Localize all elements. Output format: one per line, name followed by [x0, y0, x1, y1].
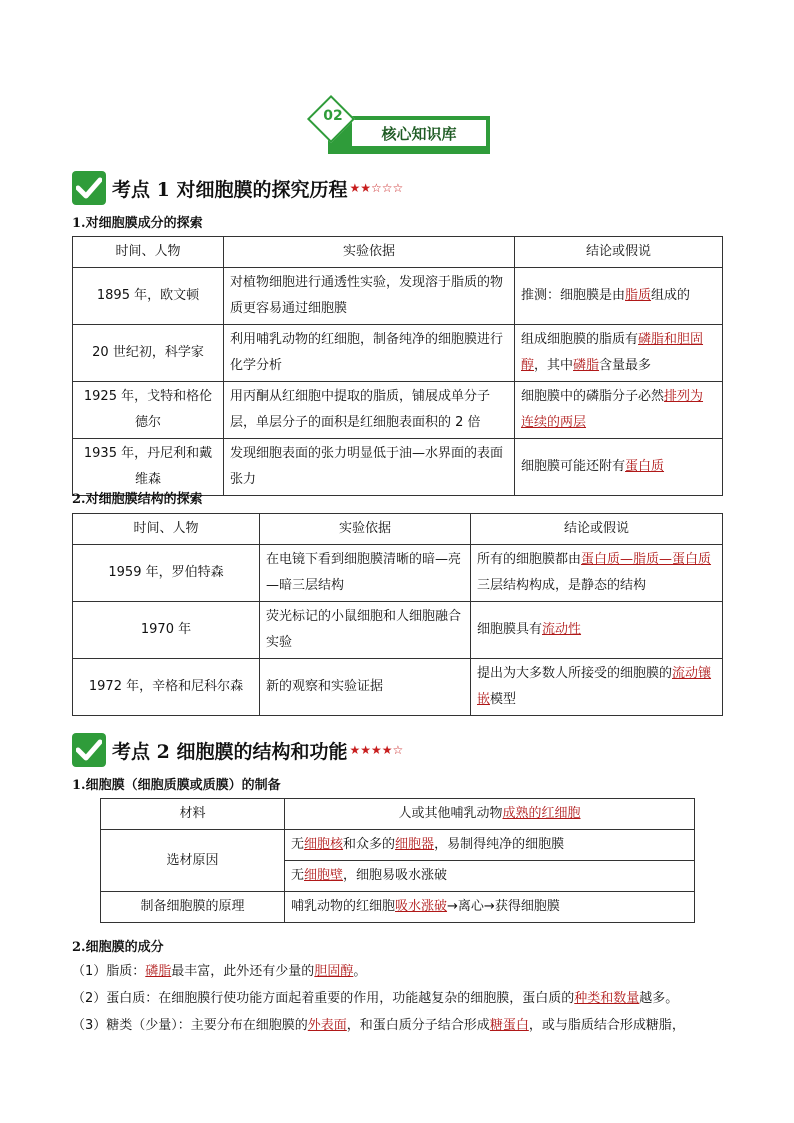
component-line-protein: （2）蛋白质：在细胞膜行使功能方面起着重要的作用，功能越复杂的细胞膜，蛋白质的种类和数量越多。 — [72, 991, 679, 1006]
answer-text: 细胞壁 — [304, 868, 344, 883]
subheading-membrane-structure: 2.对细胞膜结构的探索 — [72, 492, 203, 507]
table-row — [73, 439, 723, 496]
time-person-cell: 1925 年，戈特和格伦德尔 — [73, 382, 224, 439]
composition-table — [72, 236, 723, 496]
time-person-cell: 20 世纪初，科学家 — [73, 325, 224, 382]
table-row — [101, 830, 695, 861]
table-row — [73, 268, 723, 325]
table-header-row — [73, 514, 723, 545]
answer-text: 磷脂和胆固醇 — [521, 332, 704, 373]
conclusion-cell: 组成细胞膜的脂质有磷脂和胆固醇，其中磷脂含量最多 — [515, 325, 723, 382]
table-row — [73, 545, 723, 602]
answer-text: 磷脂 — [145, 964, 172, 979]
time-person-cell: 1970 年 — [73, 602, 260, 659]
difficulty-stars: ★★★★☆ — [349, 743, 404, 757]
basis-cell: 利用哺乳动物的红细胞，制备纯净的细胞膜进行化学分析 — [224, 325, 515, 382]
section-1-heading — [72, 170, 403, 206]
table-row — [73, 382, 723, 439]
basis-cell: 发现细胞表面的张力明显低于油—水界面的表面张力 — [224, 439, 515, 496]
answer-text: 排列为连续的两层 — [521, 389, 704, 430]
answer-text: 外表面 — [307, 1018, 347, 1033]
table-row — [101, 892, 695, 923]
answer-text: 蛋白质 — [625, 459, 665, 474]
answer-text: 细胞核 — [304, 837, 344, 852]
principle-label-cell: 制备细胞膜的原理 — [101, 892, 285, 923]
answer-text: 成熟的红细胞 — [502, 806, 581, 821]
header-cell: 结论或假说 — [471, 514, 723, 545]
conclusion-cell: 所有的细胞膜都由蛋白质—脂质—蛋白质三层结构构成，是静态的结构 — [471, 545, 723, 602]
header-cell: 结论或假说 — [515, 237, 723, 268]
section-1-title: 考点 1 对细胞膜的探究历程 — [112, 178, 348, 201]
answer-text: 糖蛋白 — [489, 1018, 529, 1033]
subheading-membrane-components: 2.细胞膜的成分 — [72, 940, 164, 955]
conclusion-cell: 提出为大多数人所接受的细胞膜的流动镶嵌模型 — [471, 659, 723, 716]
header-cell: 实验依据 — [224, 237, 515, 268]
time-person-cell: 1895 年，欧文顿 — [73, 268, 224, 325]
time-person-cell: 1972 年，辛格和尼科尔森 — [73, 659, 260, 716]
badge-label: 核心知识库 — [350, 118, 488, 148]
preparation-table — [100, 798, 695, 923]
answer-text: 流动性 — [542, 622, 582, 637]
difficulty-stars: ★★☆☆☆ — [349, 181, 404, 195]
subheading-membrane-preparation: 1.细胞膜（细胞质膜或质膜）的制备 — [72, 778, 281, 793]
conclusion-cell: 细胞膜可能还附有蛋白质 — [515, 439, 723, 496]
table-header-row — [101, 799, 695, 830]
check-icon — [72, 733, 106, 767]
conclusion-cell: 细胞膜具有流动性 — [471, 602, 723, 659]
check-icon — [72, 171, 106, 205]
answer-text: 流动镶嵌 — [477, 666, 712, 707]
section-2-heading — [72, 732, 403, 768]
basis-cell: 在电镜下看到细胞膜清晰的暗—亮—暗三层结构 — [260, 545, 471, 602]
basis-cell: 对植物细胞进行通透性实验，发现溶于脂质的物质更容易通过细胞膜 — [224, 268, 515, 325]
badge-number: 02 — [323, 108, 343, 124]
header-cell: 实验依据 — [260, 514, 471, 545]
table-row — [73, 602, 723, 659]
component-line-lipid: （1）脂质：磷脂最丰富，此外还有少量的胆固醇。 — [72, 964, 367, 979]
table-header-row — [73, 237, 723, 268]
material-value-cell: 人或其他哺乳动物成熟的红细胞 — [285, 799, 695, 830]
reason-cell: 无细胞壁，细胞易吸水涨破 — [285, 861, 695, 892]
component-line-carbohydrate: （3）糖类（少量）：主要分布在细胞膜的外表面，和蛋白质分子结合形成糖蛋白，或与脂质结合形成糖脂， — [72, 1018, 685, 1033]
subheading-membrane-composition: 1.对细胞膜成分的探索 — [72, 216, 203, 231]
material-label-cell: 材料 — [101, 799, 285, 830]
structure-table — [72, 513, 723, 716]
answer-text: 胆固醇 — [314, 964, 354, 979]
header-cell: 时间、人物 — [73, 514, 260, 545]
answer-text: 磷脂 — [573, 358, 600, 373]
reason-cell: 无细胞核和众多的细胞器，易制得纯净的细胞膜 — [285, 830, 695, 861]
principle-cell: 哺乳动物的红细胞吸水涨破→离心→获得细胞膜 — [285, 892, 695, 923]
basis-cell: 荧光标记的小鼠细胞和人细胞融合实验 — [260, 602, 471, 659]
conclusion-cell: 推测：细胞膜是由脂质组成的 — [515, 268, 723, 325]
answer-text: 吸水涨破 — [395, 899, 448, 914]
section-badge — [306, 96, 492, 158]
answer-text: 脂质 — [625, 288, 652, 303]
basis-cell: 用丙酮从红细胞中提取的脂质，铺展成单分子层，单层分子的面积是红细胞表面积的 2 倍 — [224, 382, 515, 439]
reason-label-cell: 选材原因 — [101, 830, 285, 892]
section-2-title: 考点 2 细胞膜的结构和功能 — [112, 740, 348, 763]
answer-text: 细胞器 — [395, 837, 435, 852]
time-person-cell: 1959 年，罗伯特森 — [73, 545, 260, 602]
basis-cell: 新的观察和实验证据 — [260, 659, 471, 716]
header-cell: 时间、人物 — [73, 237, 224, 268]
answer-text: 种类和数量 — [574, 991, 640, 1006]
conclusion-cell: 细胞膜中的磷脂分子必然排列为连续的两层 — [515, 382, 723, 439]
time-person-cell: 1935 年，丹尼利和戴维森 — [73, 439, 224, 496]
answer-text: 蛋白质—脂质—蛋白质 — [581, 552, 712, 567]
table-row — [73, 325, 723, 382]
table-row — [73, 659, 723, 716]
